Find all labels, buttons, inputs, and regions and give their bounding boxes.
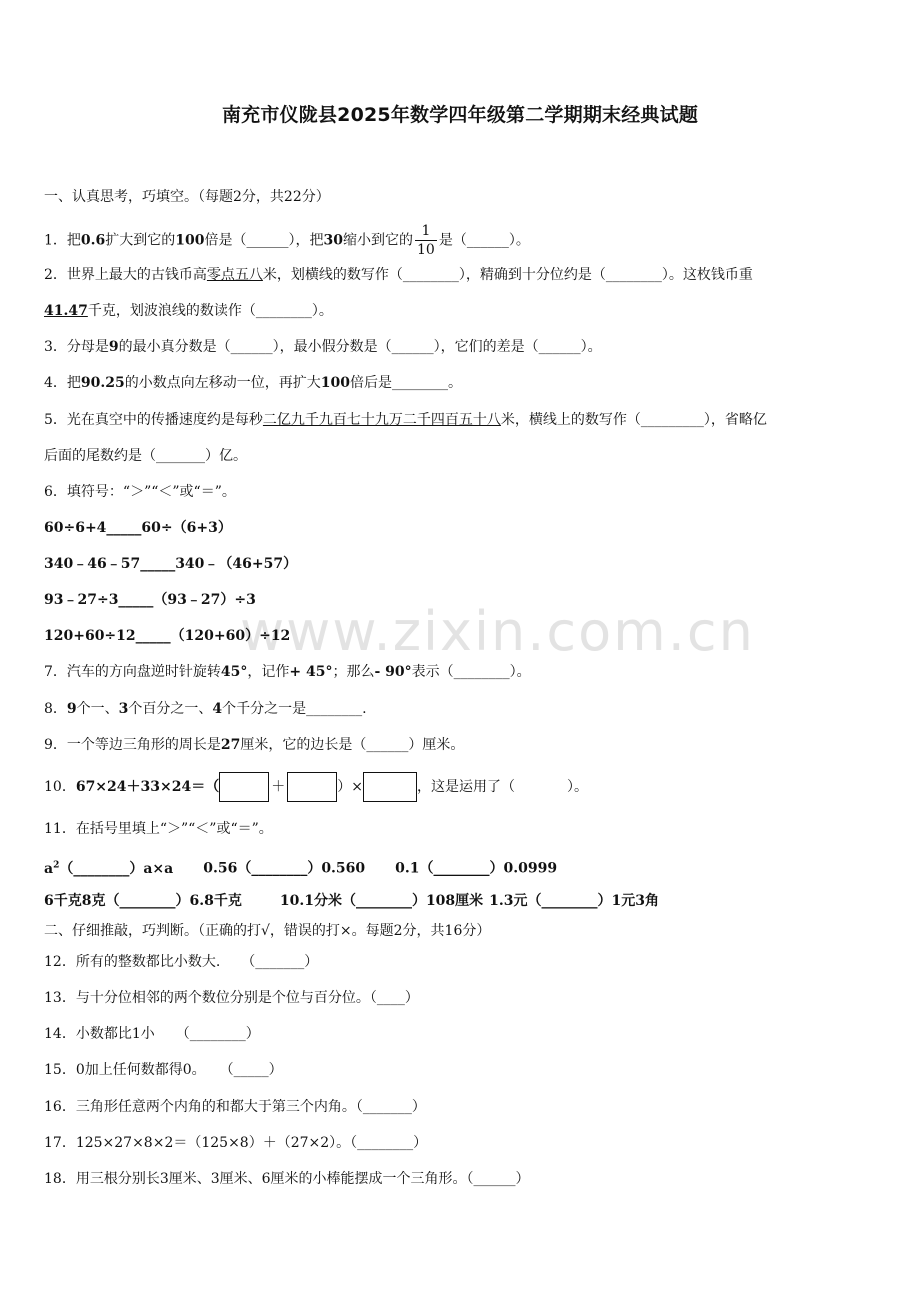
q10-text-e: ）。 [566,779,588,795]
q3-text-c: 的最小真分数是（______），最小假分数是（______），它们的差是（______）。 [118,339,602,355]
question-1 [44,222,530,259]
q11-item-d: 6千克8克（________）6.8千克 [44,893,242,909]
q3-num-b: 9 [108,339,119,355]
q11-item-f: 1.3元（________）1元3角 [489,893,660,909]
q2-text-b: 米，划横线的数写作（________），精确到十分位约是（________）。这枚钱币重 [262,267,753,283]
q1-text-a: 1．把 [44,232,81,249]
question-5-line-2: 后面的尾数约是（_______）亿。 [44,448,247,464]
answer-box-3[interactable] [363,772,417,802]
q9-num-b: 27 [220,737,241,753]
q1-text-c: 扩大到它的 [105,232,176,249]
q2-text-d: 千克，划波浪线的数读作（________）。 [87,303,333,319]
q7-angle-f: - 90° [374,664,412,680]
question-2-line-2 [44,301,333,321]
fraction-numerator: 1 [415,222,437,241]
q4-num-b: 90.25 [80,375,125,391]
q7-text-a: 7．汽车的方向盘逆时针旋转 [44,664,221,680]
q1-num-f: 30 [323,232,343,249]
q3-text-a: 3．分母是 [44,339,109,355]
question-2-line-1 [44,265,753,285]
question-11-row-1 [44,855,557,879]
question-17: 17．125×27×8×2＝（125×8）＋（27×2）。（________） [44,1135,428,1151]
q4-text-c: 的小数点向左移动一位，再扩大 [124,375,321,391]
question-3 [44,337,602,357]
question-15: 15．0加上任何数都得0。 （_____） [44,1062,283,1078]
q4-num-d: 100 [320,375,350,391]
question-6-item-1: 60÷6+4_____60÷（6+3） [44,520,232,536]
q7-text-c: ，记作 [247,664,290,680]
q10-text-c: ）× [337,779,363,795]
q1-text-g: 缩小到它的 [343,232,413,249]
question-6-item-4: 120+60÷12_____（120+60）÷12 [44,628,291,644]
question-6-item-2: 340﹣46﹣57_____340﹣（46+57） [44,556,298,572]
q8-num-d: 3 [118,701,129,717]
page-title: 南充市仪陇县2025年数学四年级第二学期期末经典试题 [221,104,699,126]
q2-wavy-number: 41.47 [44,303,88,319]
question-18: 18．用三根分别长3厘米、3厘米、6厘米的小棒能摆成一个三角形。（______） [44,1171,530,1187]
q7-text-e: ；那么 [332,664,375,680]
q1-num-d: 100 [175,232,205,249]
question-4 [44,373,462,393]
answer-box-1[interactable] [219,772,269,802]
q1-text-e: 倍是（______），把 [204,232,324,249]
q8-num-f: 4 [212,701,223,717]
section-1-heading: 一、认真思考，巧填空。（每题2分，共22分） [44,189,330,205]
q10-text-d: ，这是运用了（ [416,779,515,795]
q5-text-b: 米，横线上的数写作（_________），省略亿 [500,412,767,428]
question-5-line-1 [44,410,767,430]
question-8 [44,699,367,719]
q2-underlined-number: 零点五八 [206,267,263,283]
q7-angle-d: + 45° [289,664,333,680]
question-6-heading: 6．填符号：“＞”“＜”或“＝”。 [44,484,236,500]
question-10 [44,772,588,802]
q8-text-e: 个百分之一、 [128,701,213,717]
q11-item-a [44,861,173,877]
q10-text-a: 10． [44,779,76,795]
question-11-row-2 [44,891,659,911]
question-9 [44,735,464,755]
q9-text-c: 厘米，它的边长是（______）厘米。 [240,737,465,753]
q5-underlined-number: 二亿九千九百七十九万二千四百五十八 [262,412,501,428]
q11-item-e: 10.1分米（________）108厘米 [279,893,484,909]
q8-text-a: 8． [44,701,67,717]
q11-item-a-rest: （________）a×a [59,860,174,877]
q7-text-g: 表示（________）。 [411,664,531,680]
q8-num-b: 9 [66,701,77,717]
q11-item-b: 0.56（________）0.560 [203,860,366,877]
q4-text-a: 4．把 [44,375,81,391]
q2-text-a: 2．世界上最大的古钱币高 [44,267,207,283]
question-7 [44,662,531,682]
q4-text-e: 倍后是________。 [350,375,462,391]
watermark: www.zixin.com.cn [240,600,755,663]
plus-sign: ＋ [271,779,286,795]
section-2-heading: 二、仔细推敲，巧判断。（正确的打√，错误的打×。每题2分，共16分） [44,923,491,939]
q8-text-g: 个千分之一是________. [222,701,367,717]
q1-fraction [415,222,437,259]
question-11-heading: 11．在括号里填上“＞”“＜”或“＝”。 [44,821,273,837]
fraction-denominator: 10 [417,242,435,258]
q1-text-h: 是（______）。 [438,232,530,249]
answer-box-2[interactable] [287,772,337,802]
q11-exponent: 2 [53,860,60,870]
q8-text-c: 个一、 [76,701,119,717]
question-14: 14．小数都比1小 （________） [44,1026,260,1042]
q11-var-a: a [44,860,54,877]
question-12: 12．所有的整数都比小数大. （_______） [44,954,319,970]
question-13: 13．与十分位相邻的两个数位分别是个位与百分位。（____） [44,990,419,1006]
question-16: 16．三角形任意两个内角的和都大于第三个内角。（_______） [44,1099,426,1115]
q5-text-a: 5．光在真空中的传播速度约是每秒 [44,412,263,428]
q1-num-a: 0.6 [80,232,106,249]
q7-angle-b: 45° [220,664,248,680]
q9-text-a: 9．一个等边三角形的周长是 [44,737,221,753]
q11-item-c: 0.1（________）0.0999 [395,860,558,877]
q10-expression: 67×24＋33×24＝（ [75,779,220,795]
question-6-item-3: 93﹣27÷3_____（93﹣27）÷3 [44,592,256,608]
